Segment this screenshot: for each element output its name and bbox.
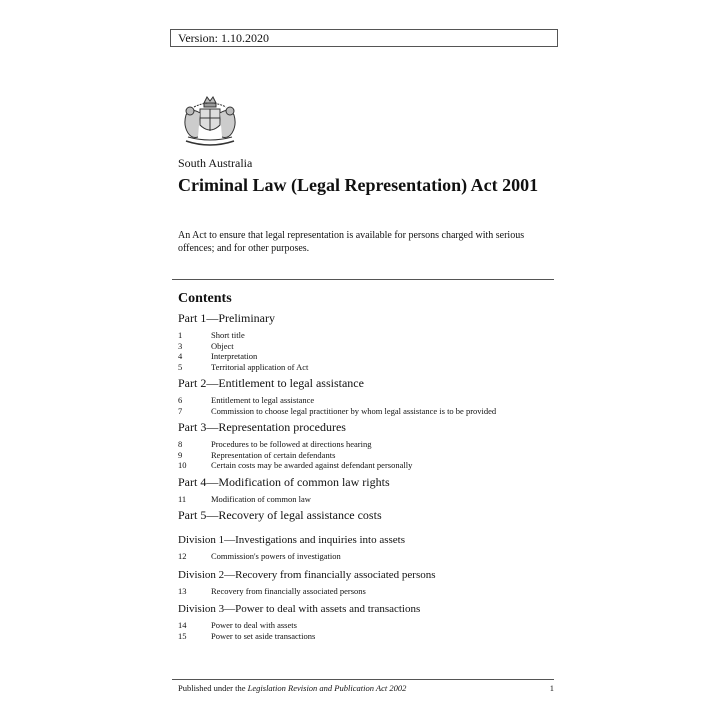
long-title: An Act to ensure that legal representation is available for persons charged with serious offences; and for other purposes. (178, 230, 525, 254)
toc-entry[interactable] (178, 631, 558, 642)
page-number: 1 (549, 683, 554, 693)
toc-part-heading[interactable]: Part 2—Entitlement to legal assistance (178, 376, 364, 390)
toc-entry[interactable] (178, 494, 558, 505)
toc-entry[interactable] (178, 439, 558, 450)
toc-entry[interactable] (178, 395, 558, 406)
toc-entry[interactable] (178, 620, 558, 631)
toc-entry-number: 1 (178, 330, 183, 340)
toc-entry-number: 14 (178, 620, 187, 630)
royal-coat-of-arms-icon (178, 93, 242, 151)
toc-entry-title: Entitlement to legal assistance (211, 395, 315, 405)
toc-entry-number: 5 (178, 361, 183, 372)
toc-entry-title: Short title (211, 330, 245, 340)
footer-prefix: Published under the (178, 683, 248, 693)
footer-publication-note (178, 683, 406, 693)
page-footer (178, 683, 554, 693)
toc-entry-number: 8 (178, 439, 183, 449)
toc-entry-number: 3 (178, 340, 183, 351)
toc-entry[interactable] (178, 330, 558, 341)
toc-entry[interactable] (178, 450, 558, 461)
toc-entry-number: 6 (178, 395, 183, 405)
act-title: Criminal Law (Legal Representation) Act 2001 (178, 175, 539, 195)
toc-entry[interactable] (178, 460, 558, 471)
toc-part-heading[interactable]: Part 5—Recovery of legal assistance costs (178, 508, 382, 522)
table-of-contents (178, 311, 558, 641)
toc-entry-number: 9 (178, 449, 183, 460)
spacer (178, 523, 558, 527)
divider (172, 279, 554, 280)
version-label: Version: 1.10.2020 (170, 29, 558, 47)
toc-entry-number: 13 (178, 585, 187, 596)
toc-entry-title: Procedures to be followed at directions hearing (211, 439, 372, 449)
toc-entry[interactable] (178, 341, 558, 352)
toc-entry-number: 4 (178, 351, 183, 361)
toc-entry-title: Certain costs may be awarded against defendant personally (211, 460, 413, 470)
footer-divider (172, 679, 554, 680)
toc-entry-title: Power to set aside transactions (211, 630, 316, 641)
toc-part-heading[interactable]: Part 3—Representation procedures (178, 420, 346, 434)
toc-entry-title: Recovery from financially associated persons (211, 585, 366, 596)
toc-entry[interactable] (178, 551, 558, 562)
toc-entry-title: Modification of common law (211, 493, 311, 504)
contents-heading: Contents (178, 291, 232, 306)
jurisdiction: South Australia (178, 156, 253, 170)
toc-entry-number: 11 (178, 493, 187, 504)
toc-entry[interactable] (178, 351, 558, 362)
toc-entry-title: Object (211, 340, 234, 351)
toc-entry-title: Commission's powers of investigation (211, 551, 341, 561)
toc-part-heading[interactable]: Part 1—Preliminary (178, 311, 275, 325)
toc-entry-title: Commission to choose legal practitioner by whom legal assistance is to be provided (211, 405, 497, 416)
toc-entry-title: Interpretation (211, 351, 258, 361)
toc-entry-number: 10 (178, 460, 187, 470)
toc-entry-title: Territorial application of Act (211, 361, 309, 372)
toc-entry-number: 7 (178, 405, 183, 416)
toc-entry[interactable] (178, 406, 558, 417)
toc-part-heading[interactable]: Part 4—Modification of common law rights (178, 474, 390, 489)
footer-act-name: Legislation Revision and Publication Act 2002 (247, 683, 407, 693)
toc-entry-number: 15 (178, 630, 187, 641)
toc-entry-number: 12 (178, 551, 187, 561)
toc-division-heading[interactable]: Division 3—Power to deal with assets and transactions (178, 603, 421, 615)
toc-division-heading[interactable]: Division 1—Investigations and inquiries into assets (178, 534, 406, 546)
toc-entry[interactable] (178, 586, 558, 597)
toc-entry[interactable] (178, 362, 558, 373)
toc-entry-title: Representation of certain defendants (211, 449, 336, 460)
toc-entry-title: Power to deal with assets (211, 620, 297, 630)
toc-division-heading[interactable]: Division 2—Recovery from financially associated persons (178, 568, 436, 581)
